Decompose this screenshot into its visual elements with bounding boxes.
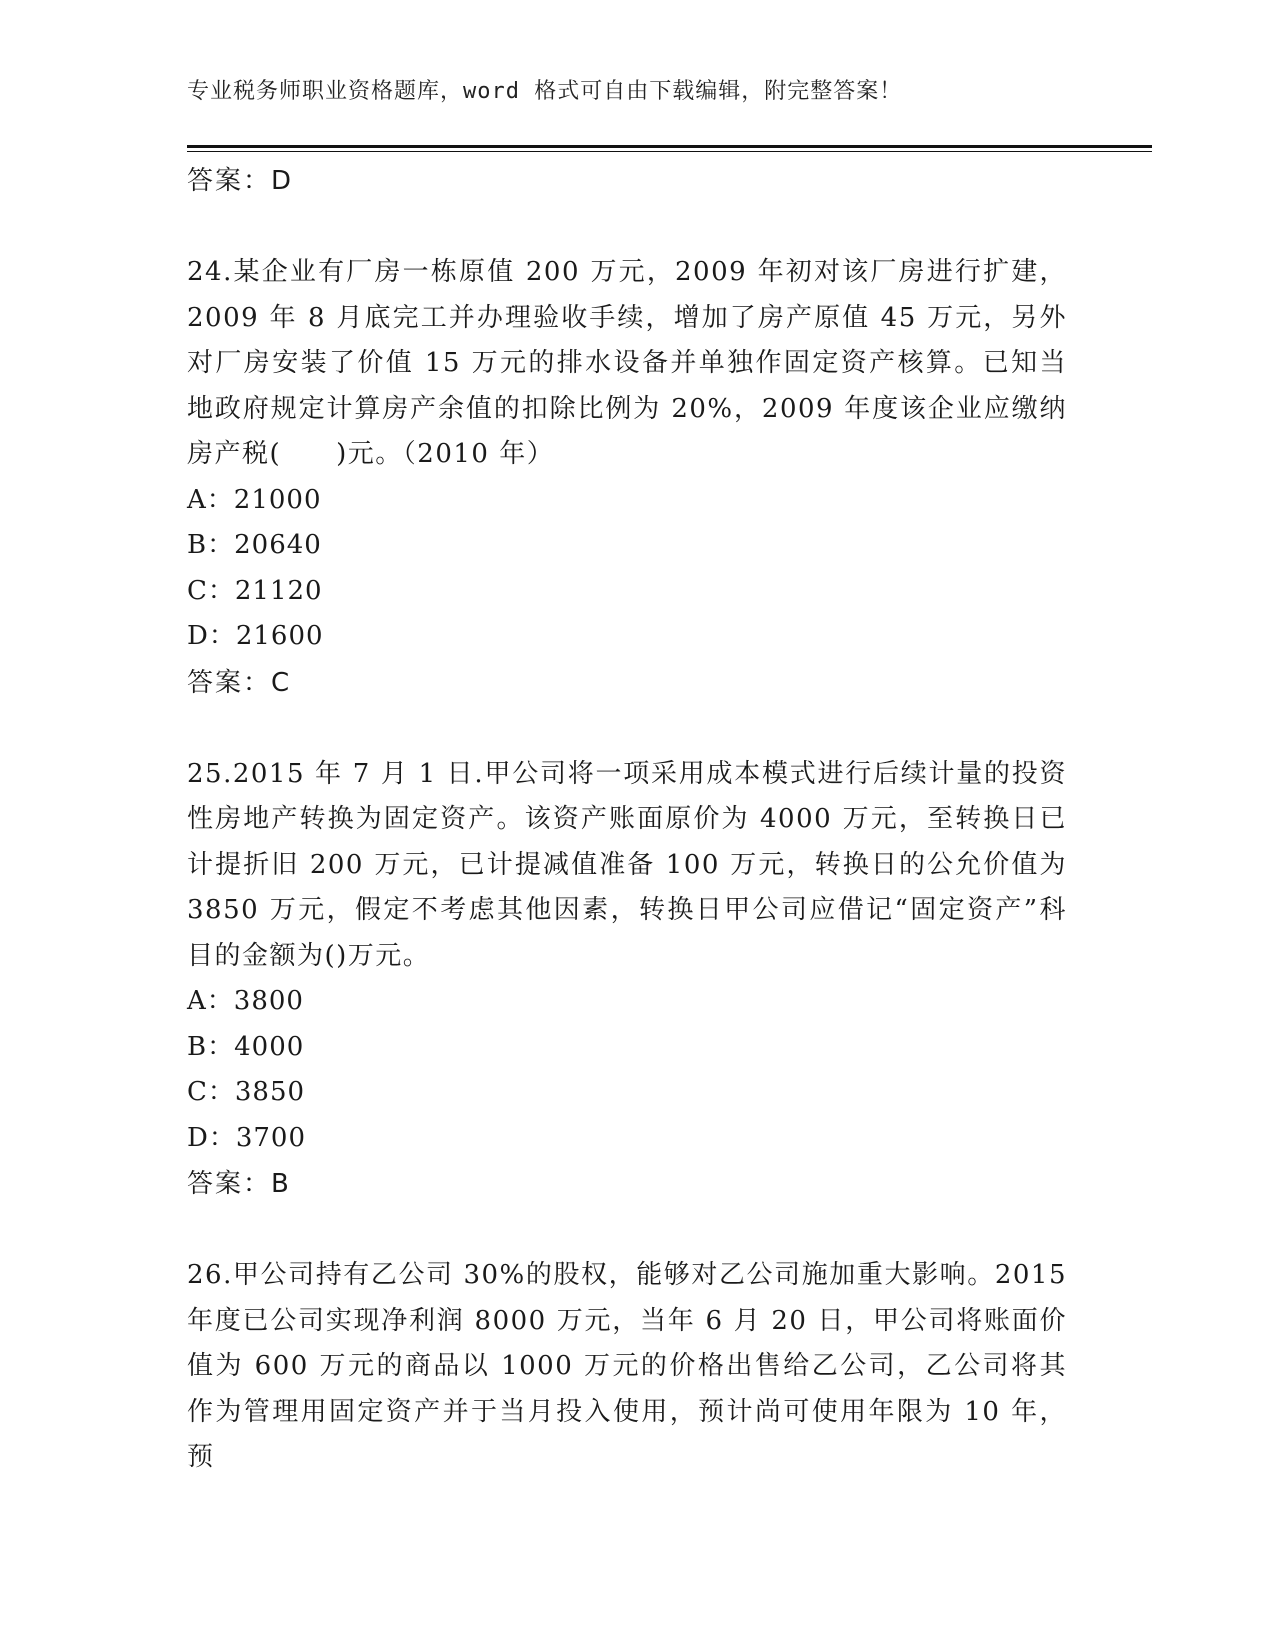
answer-24: 答案：C	[187, 667, 292, 698]
option-24-c: C：21120	[187, 575, 323, 606]
question-24: 24.某企业有厂房一栋原值 200 万元，2009 年初对该厂房进行扩建，2009 年 8 月底完工并办理验收手续，增加了房产原值 45 万元，另外对厂房安装了价值 15 万元的排水设备并单独作固定资产核算。已知当地政府规定计算房产余值的扣除比例为 20%，2009 年度该企业应缴纳房产税( )元。（2010 年）	[187, 257, 1067, 469]
option-24-a: A：21000	[187, 484, 322, 515]
option-25-b: B：4000	[187, 1031, 305, 1062]
document-content	[187, 158, 1067, 1481]
option-24-d: D：21600	[187, 621, 324, 651]
answer-23: 答案：D	[187, 166, 294, 196]
header-rule-thin	[187, 151, 1152, 152]
option-25-d: D：3700	[187, 1122, 307, 1153]
answer-25: 答案：B	[187, 1169, 291, 1199]
question-25: 25.2015 年 7 月 1 日.甲公司将一项采用成本模式进行后续计量的投资性房地产转换为固定资产。该资产账面原价为 4000 万元，至转换日已计提折旧 200 万元，已计提减值准备 100 万元，转换日的公允价值为 3850 万元，假定不考虑其他因素，转换日甲公司应借记“固定资产”科目的金额为()万元。	[187, 758, 1067, 971]
option-25-c: C：3850	[187, 1077, 306, 1107]
option-25-a: A：3800	[187, 986, 304, 1016]
page-header: 专业税务师职业资格题库，word 格式可自由下载编辑，附完整答案！	[187, 79, 903, 104]
question-26: 26.甲公司持有乙公司 30%的股权，能够对乙公司施加重大影响。2015 年度已公司实现净利润 8000 万元，当年 6 月 20 日，甲公司将账面价值为 600 万元的商品以 1000 万元的价格出售给乙公司，乙公司将其作为管理用固定资产并于当月投入使用，预计尚可使用年限为 10 年，预	[187, 1260, 1067, 1472]
option-24-b: B：20640	[187, 530, 322, 560]
header-rule-thick	[187, 145, 1152, 148]
